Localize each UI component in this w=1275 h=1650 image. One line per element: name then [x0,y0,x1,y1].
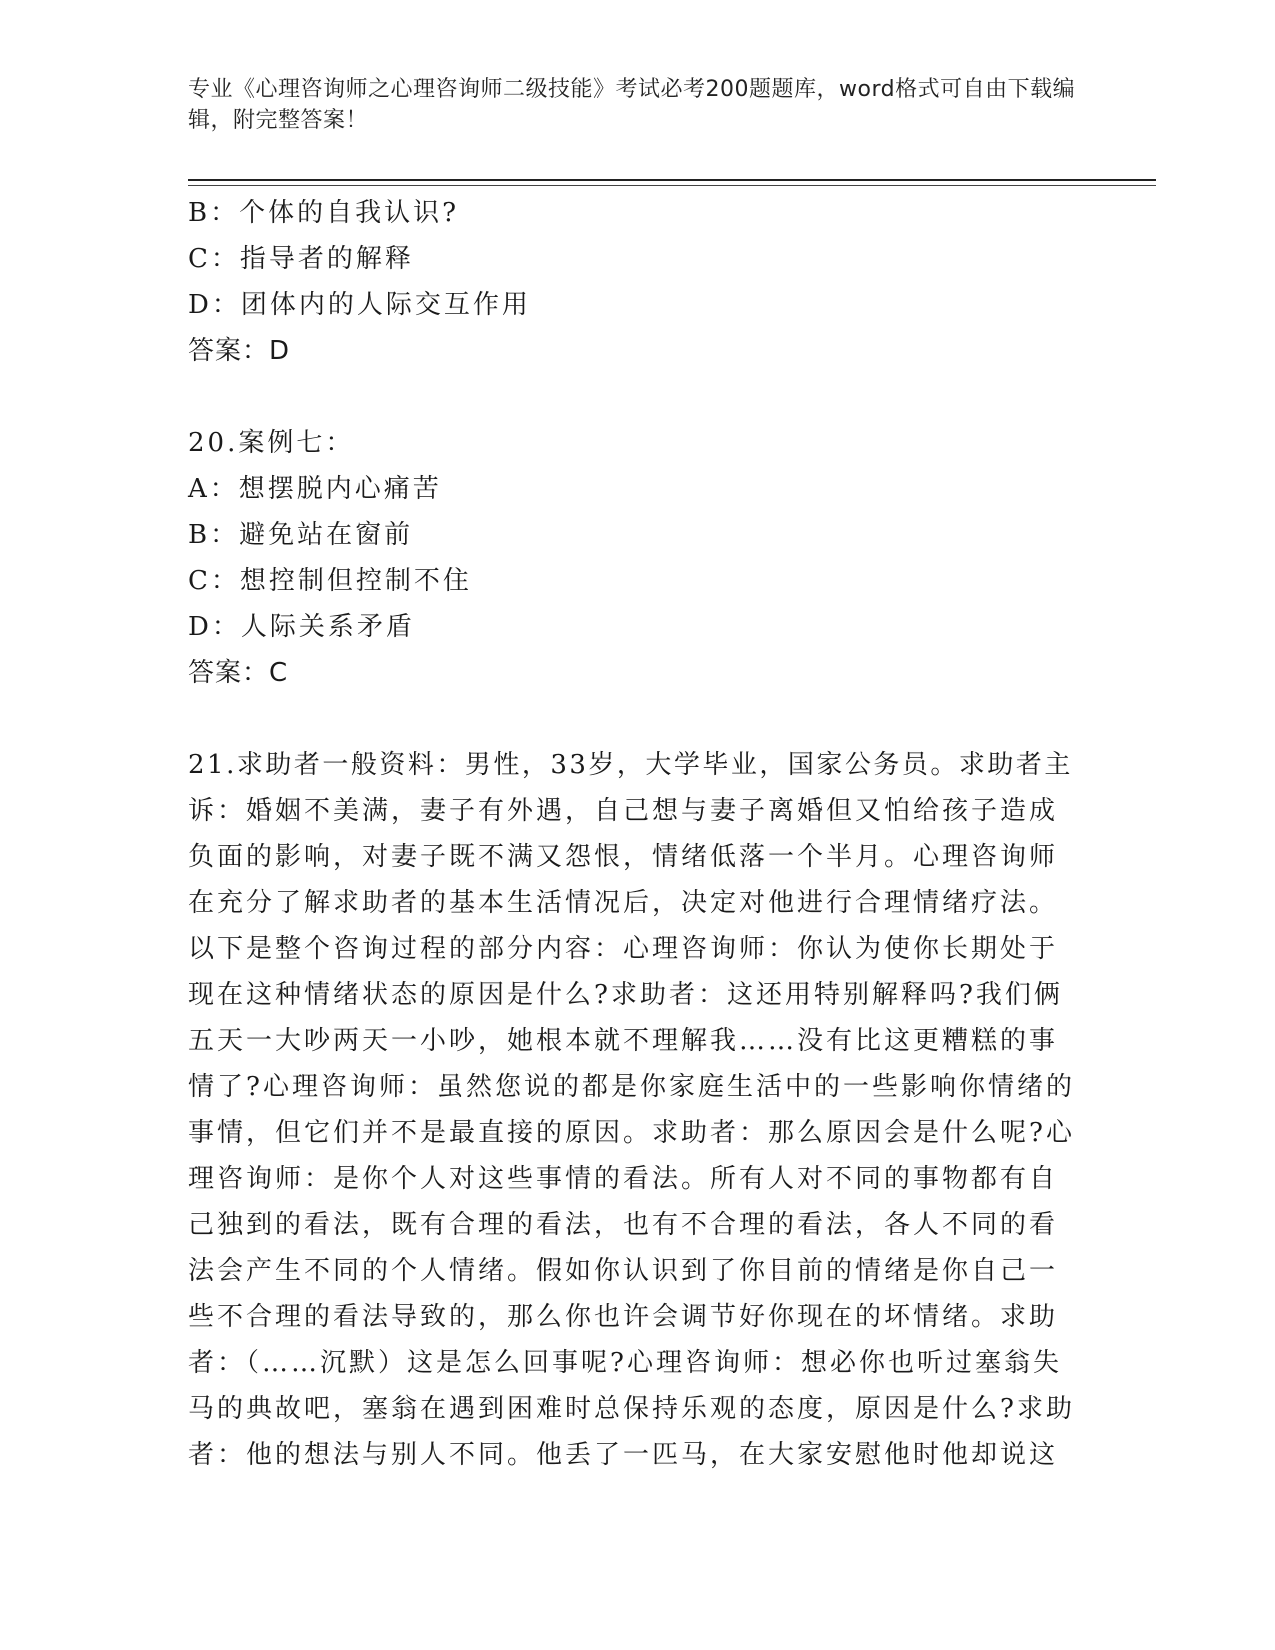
option-c: C：指导者的解释 [188,244,414,274]
question-text-line: 马的典故吧，塞翁在遇到困难时总保持乐观的态度，原因是什么?求助 [188,1394,1075,1424]
question-text-line: 者：他的想法与别人不同。他丢了一匹马，在大家安慰他时他却说这 [188,1440,1059,1470]
option-a: A：想摆脱内心痛苦 [188,474,442,504]
page-header: 专业《心理咨询师之心理咨询师二级技能》考试必考200题题库，word格式可自由下载编辑，附完整答案！ [188,77,1076,133]
question-20-block [188,420,1078,696]
question-text-line: 者：（……沉默）这是怎么回事呢?心理咨询师：想必你也听过塞翁失 [188,1348,1062,1378]
option-b: B：个体的自我认识? [188,198,460,228]
question-text-line: 在充分了解求助者的基本生活情况后，决定对他进行合理情绪疗法。 [188,888,1059,918]
question-text-line: 情了?心理咨询师：虽然您说的都是你家庭生活中的一些影响你情绪的 [188,1072,1075,1102]
question-text-line: 己独到的看法，既有合理的看法，也有不合理的看法，各人不同的看 [188,1210,1059,1240]
option-d: D：团体内的人际交互作用 [188,290,531,320]
question-text-line: 些不合理的看法导致的，那么你也许会调节好你现在的坏情绪。求助 [188,1302,1059,1332]
header-rule-thin [188,185,1156,186]
option-d: D：人际关系矛盾 [188,612,415,642]
spacer [188,696,1078,742]
question-text-line: 21.求助者一般资料：男性，33岁，大学毕业，国家公务员。求助者主 [188,750,1073,780]
question-text-line: 现在这种情绪状态的原因是什么?求助者：这还用特别解释吗?我们俩 [188,980,1063,1010]
question-stem: 20.案例七： [188,428,355,458]
document-body [188,190,1078,1478]
question-text-line: 负面的影响，对妻子既不满又怨恨，情绪低落一个半月。心理咨询师 [188,842,1059,872]
previous-question-block [188,190,1078,374]
spacer [188,374,1078,420]
option-c: C：想控制但控制不住 [188,566,472,596]
header-rule-thick [188,179,1156,181]
question-text-line: 法会产生不同的个人情绪。假如你认识到了你目前的情绪是你自己一 [188,1256,1059,1286]
answer-line: 答案：C [188,658,289,688]
question-21-block [188,742,1078,1478]
answer-line: 答案：D [188,336,291,366]
question-text-line: 事情，但它们并不是最直接的原因。求助者：那么原因会是什么呢?心 [188,1118,1075,1148]
option-b: B：避免站在窗前 [188,520,414,550]
question-text-line: 以下是整个咨询过程的部分内容：心理咨询师：你认为使你长期处于 [188,934,1059,964]
question-text-line: 诉：婚姻不美满，妻子有外遇，自己想与妻子离婚但又怕给孩子造成 [188,796,1059,826]
question-text-line: 理咨询师：是你个人对这些事情的看法。所有人对不同的事物都有自 [188,1164,1059,1194]
question-text-line: 五天一大吵两天一小吵，她根本就不理解我……没有比这更糟糕的事 [188,1026,1059,1056]
